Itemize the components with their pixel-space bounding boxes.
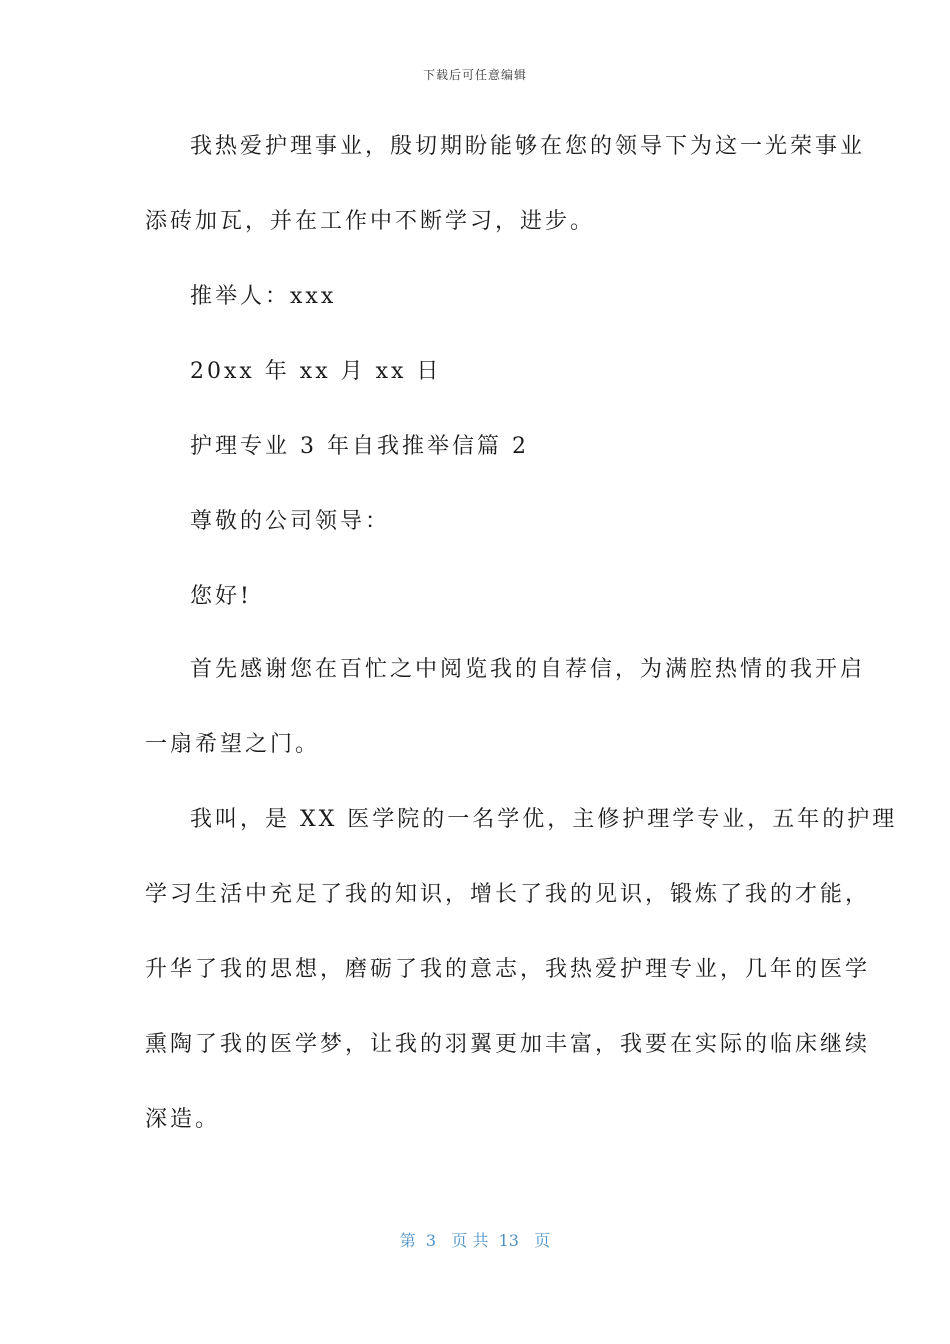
- page-header-note: 下载后可任意编辑: [422, 68, 527, 82]
- greeting: 您好!: [190, 584, 252, 609]
- salutation: 尊敬的公司领导：: [190, 509, 391, 534]
- section-title: 护理专业 3 年自我推举信篇 2: [190, 434, 529, 459]
- paragraph-line: 我叫，是 XX 医学院的一名学优，主修护理学专业，五年的护理: [190, 807, 898, 832]
- paragraph-line: 首先感谢您在百忙之中阅览我的自荐信，为满腔热情的我开启: [190, 657, 866, 682]
- signature-line: 推举人：xxx: [190, 284, 337, 309]
- paragraph-line: 添砖加瓦，并在工作中不断学习，进步。: [145, 209, 596, 234]
- paragraph-line: 深造。: [145, 1107, 221, 1132]
- paragraph-line: 一扇希望之门。: [145, 732, 321, 757]
- date-line: 20xx 年 xx 月 xx 日: [190, 359, 442, 384]
- paragraph-line: 我热爱护理事业，殷切期盼能够在您的领导下为这一光荣事业: [190, 134, 866, 159]
- paragraph-line: 升华了我的思想，磨砺了我的意志，我热爱护理专业，几年的医学: [145, 957, 871, 982]
- paragraph-line: 熏陶了我的医学梦，让我的羽翼更加丰富，我要在实际的临床继续: [145, 1032, 871, 1057]
- paragraph-line: 学习生活中充足了我的知识，增长了我的见识，锻炼了我的才能，: [145, 882, 871, 907]
- page-number-footer: 第 3 页 共 13 页: [399, 1231, 551, 1250]
